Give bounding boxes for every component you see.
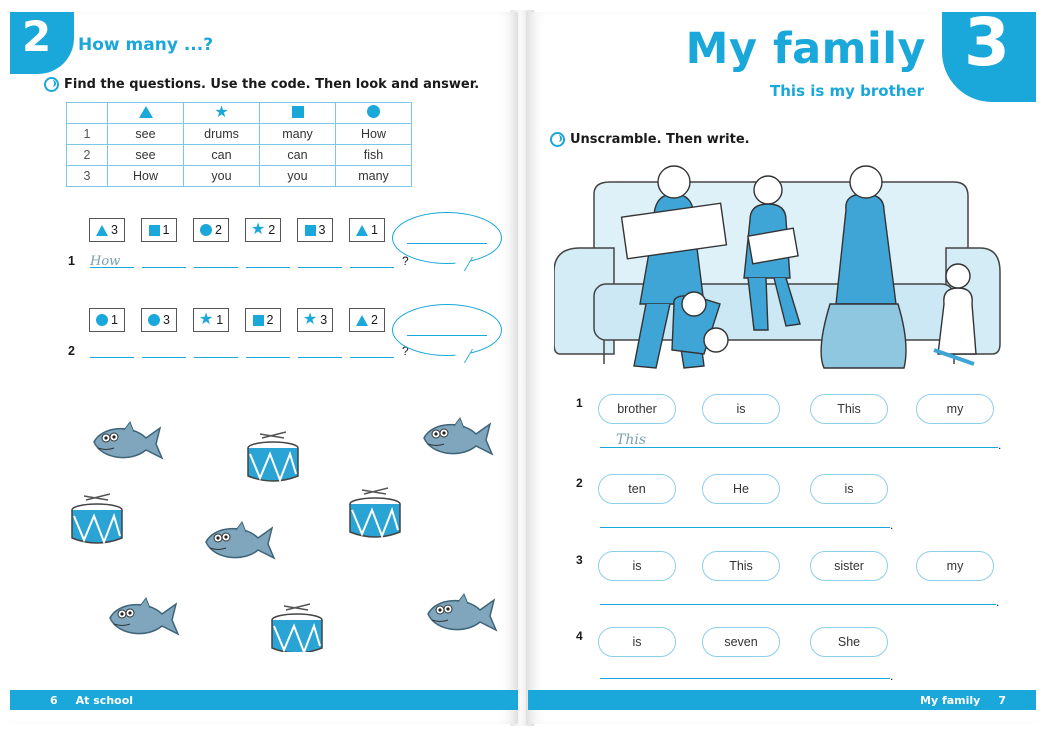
question-line-1: 1 How ?	[68, 254, 409, 269]
unit-number: 3	[964, 12, 1010, 81]
instruction-text: Unscramble. Then write.	[570, 132, 750, 147]
code-box: 2	[245, 308, 281, 332]
answer-line[interactable]	[600, 512, 890, 528]
word-pill: This	[702, 551, 780, 581]
fish-picture	[94, 422, 162, 458]
answer-blank[interactable]	[350, 344, 394, 358]
circle-icon	[200, 224, 212, 236]
answer-blank[interactable]	[194, 344, 238, 358]
footer-title: At school	[75, 693, 134, 707]
question-number: 2	[68, 344, 75, 358]
footer-right	[528, 690, 1036, 710]
circle-icon	[367, 105, 380, 118]
code-table-header	[67, 103, 412, 124]
drum-picture	[72, 494, 122, 543]
cd-audio-icon	[550, 132, 565, 147]
triangle-icon	[356, 315, 368, 326]
right-page: 3 My family This is my brother Unscramble. Then write. 1 brother is This my This . 2 ten He is . 3 is This sister my . 4 is seven She . My family 7	[526, 12, 1036, 724]
fish-picture	[110, 598, 178, 634]
unit-tab-left	[10, 12, 74, 74]
code-box: 3	[141, 308, 177, 332]
code-row-1	[89, 218, 385, 242]
code-box: 1	[141, 218, 177, 242]
item-number: 4	[576, 629, 583, 643]
page-number: 6	[50, 693, 58, 707]
word-pill: is	[702, 394, 780, 424]
fish-picture	[424, 418, 492, 454]
footer-left	[10, 690, 518, 710]
speech-bubble[interactable]	[392, 212, 502, 264]
question-number: 1	[68, 254, 75, 268]
answer-line[interactable]	[600, 663, 890, 679]
cd-audio-icon	[44, 77, 59, 92]
table-row: 2 see can can fish	[67, 145, 412, 166]
word-pill: sister	[810, 551, 888, 581]
triangle-icon	[96, 225, 108, 236]
answer-blank[interactable]	[90, 344, 134, 358]
drum-picture	[248, 432, 298, 481]
code-box: ★ 3	[297, 308, 333, 332]
star-icon: ★	[250, 221, 266, 238]
drum-picture	[350, 488, 400, 537]
star-icon: ★	[198, 311, 214, 328]
lesson-title: How many ...?	[78, 35, 214, 55]
page-number: 7	[998, 693, 1006, 707]
answer-blank[interactable]: How	[90, 254, 134, 268]
answer-blank[interactable]	[194, 254, 238, 268]
page-title: My family	[685, 24, 926, 74]
page-subtitle: This is my brother	[770, 82, 924, 100]
answer-blank[interactable]	[246, 344, 290, 358]
word-pill: is	[810, 474, 888, 504]
instruction-text: Find the questions. Use the code. Then look and answer.	[64, 77, 480, 92]
word-pill: seven	[702, 627, 780, 657]
code-box: 1	[89, 308, 125, 332]
code-box: 1	[349, 218, 385, 242]
drum-picture	[272, 604, 322, 652]
word-pill: is	[598, 551, 676, 581]
item-number: 3	[576, 553, 583, 567]
square-icon	[253, 315, 264, 326]
square-icon	[305, 225, 316, 236]
code-table	[66, 102, 412, 187]
word-pill: This	[810, 394, 888, 424]
word-pill: is	[598, 627, 676, 657]
question-line-2: 2 ?	[68, 344, 409, 358]
word-pill: He	[702, 474, 780, 504]
word-pill: She	[810, 627, 888, 657]
word-pill: ten	[598, 474, 676, 504]
code-row-2	[89, 308, 385, 332]
fish-and-drums-picture	[10, 392, 518, 652]
left-page	[10, 12, 518, 724]
word-pill: my	[916, 394, 994, 424]
triangle-icon	[356, 225, 368, 236]
item-number: 1	[576, 396, 583, 410]
answer-blank[interactable]	[142, 344, 186, 358]
circle-icon	[96, 314, 108, 326]
answer-line[interactable]: This	[600, 432, 998, 448]
code-box: 3	[297, 218, 333, 242]
answer-blank[interactable]	[298, 344, 342, 358]
answer-blank[interactable]	[298, 254, 342, 268]
fish-picture	[428, 594, 496, 630]
answer-blank[interactable]	[350, 254, 394, 268]
unit-tab-right	[942, 12, 1036, 102]
table-row: 1 see drums many How	[67, 124, 412, 145]
unit-number: 2	[22, 12, 52, 61]
answer-blank[interactable]	[142, 254, 186, 268]
circle-icon	[148, 314, 160, 326]
code-box: 2	[349, 308, 385, 332]
item-number: 2	[576, 476, 583, 490]
speech-bubble[interactable]	[392, 304, 502, 356]
square-icon	[149, 225, 160, 236]
word-pill: brother	[598, 394, 676, 424]
answer-blank[interactable]	[246, 254, 290, 268]
instruction-right	[550, 132, 750, 147]
code-box: ★ 2	[245, 218, 281, 242]
word-pill: my	[916, 551, 994, 581]
code-box: 3	[89, 218, 125, 242]
answer-line[interactable]	[600, 589, 996, 605]
code-box: 2	[193, 218, 229, 242]
star-icon: ★	[214, 104, 229, 121]
instruction-left	[44, 77, 479, 92]
fish-picture	[206, 522, 274, 558]
footer-title: My family	[920, 693, 981, 707]
triangle-icon	[139, 106, 153, 118]
square-icon	[292, 106, 304, 118]
code-box: ★ 1	[193, 308, 229, 332]
family-sofa-picture	[554, 154, 1004, 386]
table-row: 3 How you you many	[67, 166, 412, 187]
star-icon: ★	[302, 311, 318, 328]
